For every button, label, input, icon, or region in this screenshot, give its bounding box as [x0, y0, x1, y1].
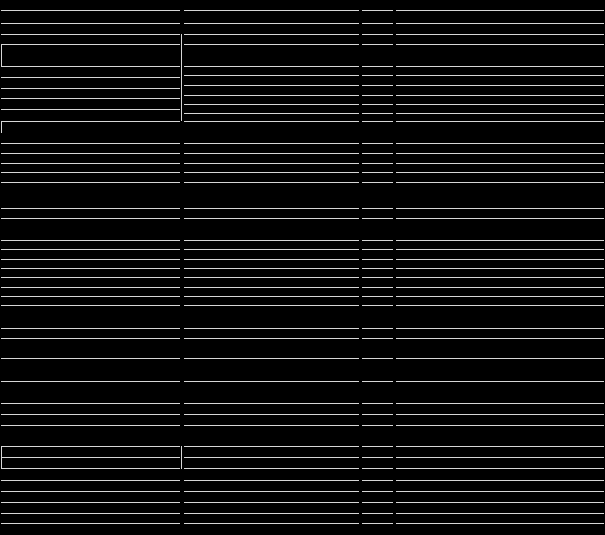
table-row-border-line [362, 10, 394, 11]
table-row-border-line [184, 44, 359, 45]
table-row-border-line [184, 480, 359, 481]
table-row-border-line [396, 425, 604, 426]
table-row-border-line [1, 182, 181, 183]
table-row-border-line [184, 172, 359, 173]
table-row-border-line [396, 95, 604, 96]
table-row-border-line [396, 491, 604, 492]
table-row-border-line [1, 491, 181, 492]
table-row-border-line [396, 163, 604, 164]
table-row-border-line [396, 10, 604, 11]
table-row-border-line [1, 98, 181, 99]
table-row-border-line [362, 268, 394, 269]
table-row-border-line [362, 305, 394, 306]
table-row-border-line [184, 277, 359, 278]
table-row-border-line [396, 121, 604, 122]
table-row-border-line [184, 468, 359, 469]
table-row-border-line [184, 143, 359, 144]
table-row-border-line [396, 287, 604, 288]
table-row-border-line [184, 446, 359, 447]
table-row-border-line [184, 249, 359, 250]
table-row-border-line [1, 414, 181, 415]
table-row-border-line [396, 480, 604, 481]
table-row-border-line [1, 403, 181, 404]
table-row-border-line [396, 249, 604, 250]
table-row-border-line [1, 457, 181, 458]
table-row-border-line [396, 446, 604, 447]
table-row-border-line [184, 457, 359, 458]
table-row-border-line [1, 77, 181, 78]
table-row-border-line [362, 446, 394, 447]
table-column-border-line [1, 446, 2, 469]
table-row-border-line [184, 425, 359, 426]
table-row-border-line [396, 414, 604, 415]
table-row-border-line [1, 172, 181, 173]
table-row-border-line [396, 457, 604, 458]
table-row-border-line [1, 381, 181, 382]
table-row-border-line [184, 338, 359, 339]
table-row-border-line [1, 10, 181, 11]
table-row-border-line [1, 305, 181, 306]
table-row-border-line [396, 113, 604, 114]
table-row-border-line [396, 208, 604, 209]
table-row-border-line [1, 88, 181, 89]
table-row-border-line [184, 414, 359, 415]
table-row-border-line [184, 513, 359, 514]
table-row-border-line [1, 259, 181, 260]
table-row-border-line [362, 328, 394, 329]
table-row-border-line [1, 277, 181, 278]
table-row-border-line [1, 44, 181, 45]
table-row-border-line [396, 75, 604, 76]
table-row-border-line [362, 414, 394, 415]
table-row-border-line [184, 268, 359, 269]
table-row-border-line [184, 66, 359, 67]
table-row-border-line [362, 153, 394, 154]
table-row-border-line [396, 277, 604, 278]
table-row-border-line [362, 491, 394, 492]
table-row-border-line [396, 218, 604, 219]
table-row-border-line [184, 113, 359, 114]
table-row-border-line [184, 75, 359, 76]
table-row-border-line [184, 218, 359, 219]
table-row-border-line [1, 268, 181, 269]
table-row-border-line [362, 34, 394, 35]
table-row-border-line [184, 121, 359, 122]
table-row-border-line [184, 163, 359, 164]
table-row-border-line [396, 403, 604, 404]
table-row-border-line [362, 513, 394, 514]
table-row-border-line [396, 182, 604, 183]
table-row-border-line [362, 23, 394, 24]
table-row-border-line [396, 172, 604, 173]
table-row-border-line [362, 457, 394, 458]
table-row-border-line [362, 143, 394, 144]
table-row-border-line [184, 10, 359, 11]
table-row-border-line [1, 249, 181, 250]
table-row-border-line [396, 358, 604, 359]
table-row-border-line [396, 259, 604, 260]
table-row-border-line [362, 249, 394, 250]
table-row-border-line [184, 153, 359, 154]
table-row-border-line [362, 277, 394, 278]
table-row-border-line [396, 523, 604, 524]
table-row-border-line [362, 240, 394, 241]
table-row-border-line [1, 328, 181, 329]
table-row-border-line [1, 446, 181, 447]
table-row-border-line [1, 218, 181, 219]
table-row-border-line [362, 259, 394, 260]
table-row-border-line [184, 34, 359, 35]
table-row-border-line [362, 480, 394, 481]
table-row-border-line [184, 104, 359, 105]
table-row-border-line [362, 44, 394, 45]
table-row-border-line [362, 338, 394, 339]
table-row-border-line [1, 287, 181, 288]
table-row-border-line [362, 85, 394, 86]
table-row-border-line [184, 296, 359, 297]
table-row-border-line [396, 381, 604, 382]
table-row-border-line [396, 296, 604, 297]
table-row-border-line [184, 358, 359, 359]
table-row-border-line [362, 296, 394, 297]
table-column-border-line [1, 121, 2, 134]
table-row-border-line [362, 75, 394, 76]
table-row-border-line [184, 328, 359, 329]
table-row-border-line [362, 95, 394, 96]
table-row-border-line [1, 296, 181, 297]
table-row-border-line [396, 240, 604, 241]
table-row-border-line [396, 104, 604, 105]
table-column-border-line [1, 44, 2, 67]
table-row-border-line [362, 121, 394, 122]
table-row-border-line [1, 208, 181, 209]
table-row-border-line [396, 305, 604, 306]
table-row-border-line [1, 143, 181, 144]
table-row-border-line [1, 66, 181, 67]
table-row-border-line [1, 240, 181, 241]
table-row-border-line [362, 163, 394, 164]
table-row-border-line [396, 143, 604, 144]
table-column-border-line [181, 34, 182, 122]
table-row-border-line [396, 85, 604, 86]
table-row-border-line [362, 403, 394, 404]
table-row-border-line [184, 287, 359, 288]
table-row-border-line [184, 240, 359, 241]
table-row-border-line [184, 523, 359, 524]
table-row-border-line [1, 358, 181, 359]
table-row-border-line [362, 523, 394, 524]
table-row-border-line [396, 153, 604, 154]
table-row-border-line [362, 287, 394, 288]
table-row-border-line [362, 182, 394, 183]
table-row-border-line [184, 182, 359, 183]
table-row-border-line [362, 218, 394, 219]
table-row-border-line [184, 85, 359, 86]
table-row-border-line [184, 305, 359, 306]
table-row-border-line [1, 425, 181, 426]
table-row-border-line [396, 328, 604, 329]
table-row-border-line [396, 338, 604, 339]
table-row-border-line [396, 34, 604, 35]
table-row-border-line [1, 523, 181, 524]
table-row-border-line [362, 468, 394, 469]
table-row-border-line [362, 425, 394, 426]
table-row-border-line [396, 23, 604, 24]
table-row-border-line [1, 109, 181, 110]
table-row-border-line [1, 23, 181, 24]
table-row-border-line [184, 403, 359, 404]
table-row-border-line [184, 381, 359, 382]
table-row-border-line [1, 34, 181, 35]
table-row-border-line [362, 66, 394, 67]
table-row-border-line [362, 358, 394, 359]
table-row-border-line [396, 502, 604, 503]
table-row-border-line [184, 491, 359, 492]
table-row-border-line [1, 502, 181, 503]
table-row-border-line [184, 208, 359, 209]
table-row-border-line [396, 66, 604, 67]
table-row-border-line [362, 113, 394, 114]
table-row-border-line [184, 95, 359, 96]
table-row-border-line [362, 502, 394, 503]
table-row-border-line [184, 259, 359, 260]
table-row-border-line [362, 104, 394, 105]
table-row-border-line [396, 44, 604, 45]
table-row-border-line [362, 208, 394, 209]
table-row-border-line [184, 502, 359, 503]
table-row-border-line [1, 121, 181, 122]
table-row-border-line [1, 153, 181, 154]
table-row-border-line [1, 163, 181, 164]
table-row-border-line [184, 23, 359, 24]
table-row-border-line [1, 480, 181, 481]
table-row-border-line [362, 172, 394, 173]
table-row-border-line [362, 381, 394, 382]
table-row-border-line [1, 513, 181, 514]
table-row-border-line [1, 468, 181, 469]
table-row-border-line [396, 513, 604, 514]
table-row-border-line [1, 338, 181, 339]
table-row-border-line [396, 268, 604, 269]
table-column-border-line [181, 446, 182, 469]
table-row-border-line [396, 468, 604, 469]
